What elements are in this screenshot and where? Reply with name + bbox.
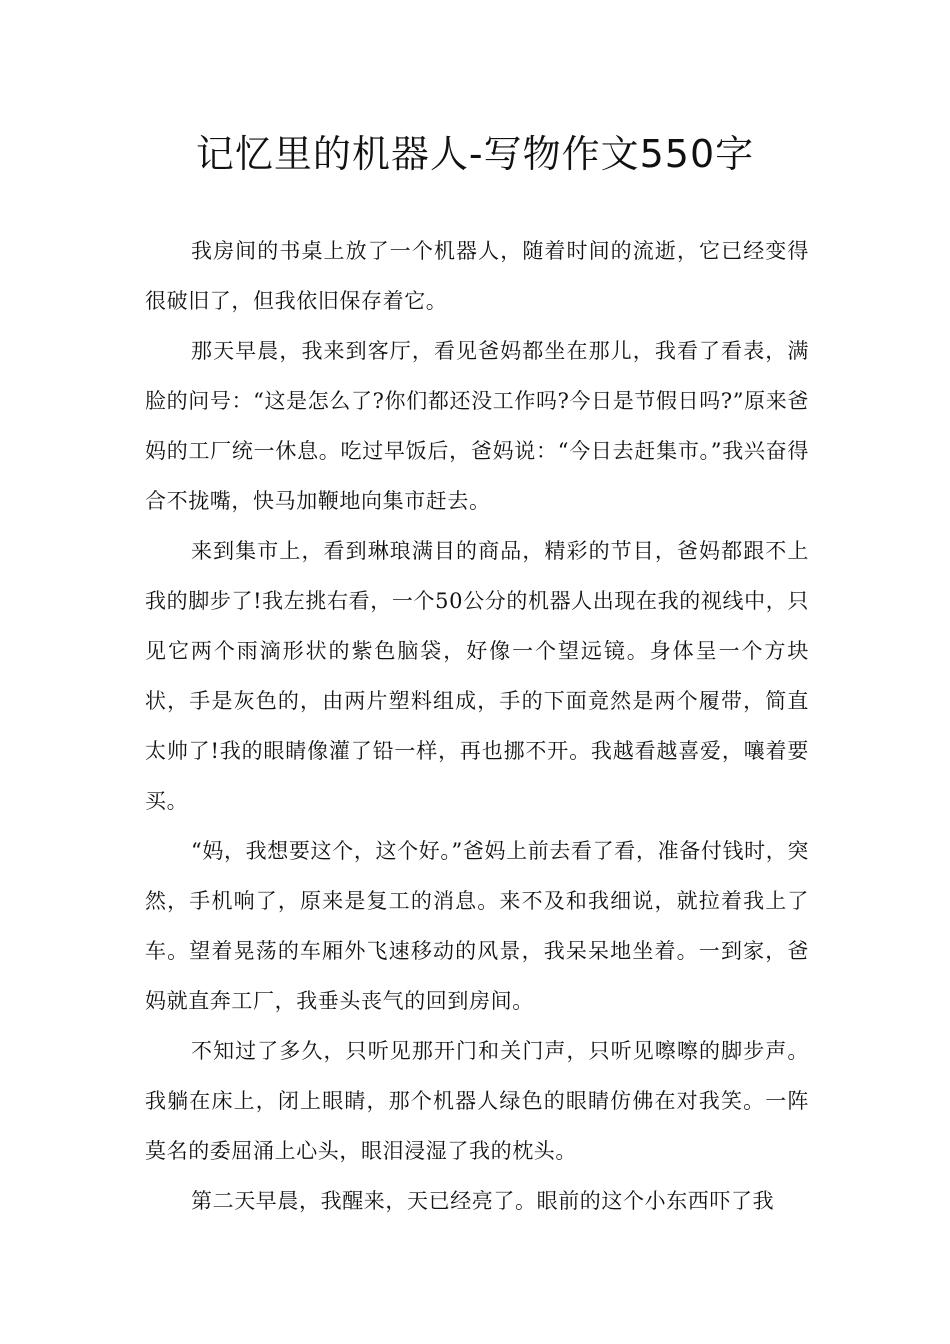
- paragraph: “妈，我想要这个，这个好。”爸妈上前去看了看，准备付钱时，突然，手机响了，原来是复工的消息。来不及和我细说，就拉着我上了车。望着晃荡的车厢外飞速移动的风景，我呆呆地坐着。一到家，爸妈就直奔工厂，我垂头丧气的回到房间。: [145, 839, 809, 1013]
- paragraph: 那天早晨，我来到客厅，看见爸妈都坐在那儿，我看了看表，满脸的问号：“这是怎么了?你们都还没工作吗?今日是节假日吗?”原来爸妈的工厂统一休息。吃过早饭后，爸妈说：“今日去赶集市。”我兴奋得合不拢嘴，快马加鞭地向集市赶去。: [145, 339, 809, 513]
- paragraph: 第二天早晨，我醒来，天已经亮了。眼前的这个小东西吓了我: [191, 1189, 775, 1213]
- paragraph: 我房间的书桌上放了一个机器人，随着时间的流逝，它已经变得很破旧了，但我依旧保存着它。: [145, 239, 809, 313]
- paragraph: 不知过了多久，只听见那开门和关门声，只听见嚓嚓的脚步声。我躺在床上，闭上眼睛，那个机器人绿色的眼睛仿佛在对我笑。一阵莫名的委屈涌上心头，眼泪浸湿了我的枕头。: [145, 1039, 809, 1163]
- document-body: [145, 226, 809, 1226]
- paragraph: 来到集市上，看到琳琅满目的商品，精彩的节目，爸妈都跟不上我的脚步了!我左挑右看，一个50公分的机器人出现在我的视线中，只见它两个雨滴形状的紫色脑袋，好像一个望远镜。身体呈一个方块状，手是灰色的，由两片塑料组成，手的下面竟然是两个履带，简直太帅了!我的眼睛像灌了铅一样，再也挪不开。我越看越喜爱，嚷着要买。: [145, 539, 809, 813]
- document-title: 记忆里的机器人-写物作文550字: [195, 132, 755, 176]
